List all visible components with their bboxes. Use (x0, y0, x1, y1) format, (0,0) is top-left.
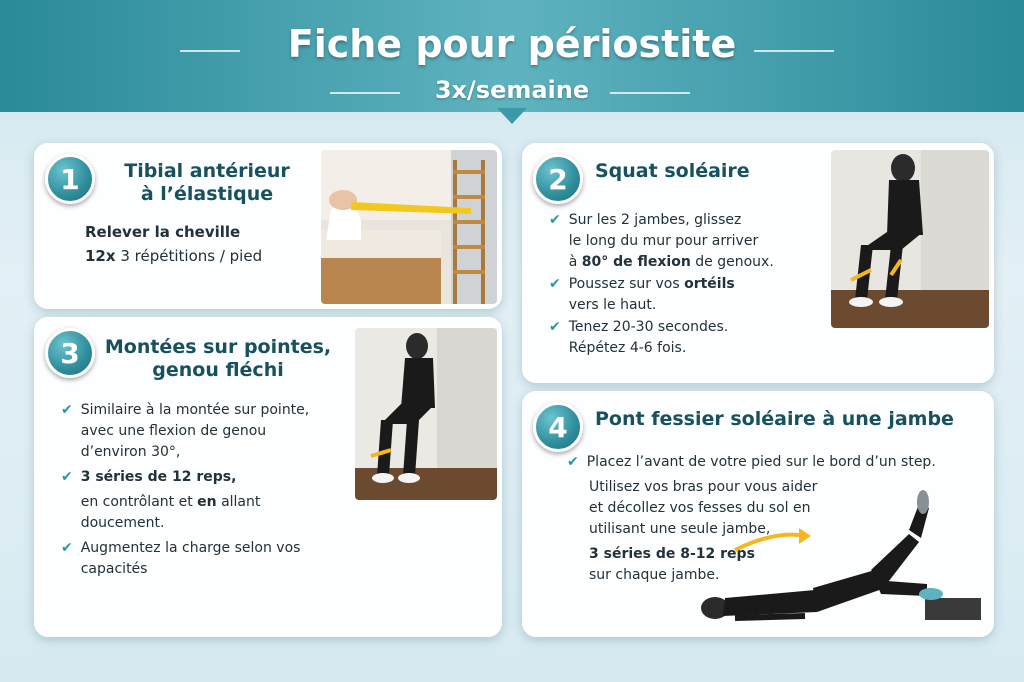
exercise-title: Pont fessier soléaire à une jambe (595, 408, 954, 430)
instruction-text: Relever la cheville (85, 223, 241, 241)
exercise-title-line: à l’élastique (140, 183, 274, 205)
exercise-card-4 (522, 391, 994, 637)
list-item-text: utilisant une seule jambe, (589, 521, 771, 537)
exercise-title-line: Montées sur pointes, (104, 336, 332, 358)
exercise-card-1 (34, 143, 502, 309)
list-item-text: Tenez 20-30 secondes. (568, 319, 729, 335)
instruction-list (549, 210, 839, 359)
check-icon: ✔ (549, 319, 561, 335)
exercise-title: Squat soléaire (595, 160, 750, 182)
step-number-badge: 1 (45, 154, 95, 204)
list-item-text: Augmentez la charge selon vos (80, 540, 301, 556)
glute-bridge-illustration (695, 490, 991, 632)
exercise-title (103, 336, 333, 382)
list-item-text: Répétez 4-6 fois. (568, 340, 687, 356)
exercise-title (107, 160, 307, 206)
wall-squat-photo (831, 150, 989, 328)
check-icon: ✔ (549, 276, 561, 292)
list-item (61, 538, 361, 580)
list-item-text: doucement. (80, 515, 165, 531)
exercise-title-line: Tibial antérieur (124, 160, 290, 182)
list-item (549, 210, 839, 273)
list-item-text: Utilisez vos bras pour vous aider (589, 479, 818, 495)
exercise-title-line: genou fléchi (152, 359, 284, 381)
exercise-card-2 (522, 143, 994, 383)
list-item (549, 274, 839, 316)
elastic-band-photo (321, 150, 497, 304)
list-item (549, 317, 839, 359)
list-item-text: et décollez vos fesses du sol en (589, 500, 811, 516)
page-title: Fiche pour périostite (287, 22, 737, 66)
list-item (567, 452, 987, 473)
check-icon: ✔ (61, 540, 73, 556)
list-item-text: capacités (80, 561, 148, 577)
list-item (61, 400, 361, 463)
instruction-list (61, 400, 361, 580)
reps-count: 12x (85, 247, 116, 265)
check-icon: ✔ (61, 469, 73, 485)
calf-raise-photo (355, 328, 497, 500)
list-item (61, 467, 361, 534)
step-number-badge: 2 (533, 154, 583, 204)
list-item-text: le long du mur pour arriver (568, 233, 759, 249)
check-icon: ✔ (567, 454, 579, 470)
list-item-text: vers le haut. (568, 297, 657, 313)
header-notch (497, 108, 527, 124)
list-item-text: à 80° de flexion de genoux. (568, 254, 774, 270)
list-item-text: 3 séries de 12 reps, (80, 469, 237, 485)
list-item-text: 3 séries de 8-12 reps (589, 546, 755, 562)
list-item-text: sur chaque jambe. (589, 567, 720, 583)
reps-text (85, 246, 262, 267)
list-item-text: Sur les 2 jambes, glissez (568, 212, 742, 228)
check-icon: ✔ (549, 212, 561, 228)
list-item-text: en contrôlant et en allant (80, 494, 261, 510)
exercise-card-3 (34, 317, 502, 637)
list-item-text: avec une flexion de genou (80, 423, 267, 439)
step-number-badge: 4 (533, 402, 583, 452)
list-item-text: d’environ 30°, (80, 444, 181, 460)
reps-detail: 3 répétitions / pied (120, 247, 263, 265)
step-number-badge: 3 (45, 328, 95, 378)
check-icon: ✔ (61, 402, 73, 418)
list-item-text: Placez l’avant de votre pied sur le bord d’un step. (586, 454, 936, 470)
page-subtitle: 3x/semaine (434, 76, 590, 104)
list-item-text: Similaire à la montée sur pointe, (80, 402, 310, 418)
list-item-text: Poussez sur vos ortéils (568, 276, 735, 292)
